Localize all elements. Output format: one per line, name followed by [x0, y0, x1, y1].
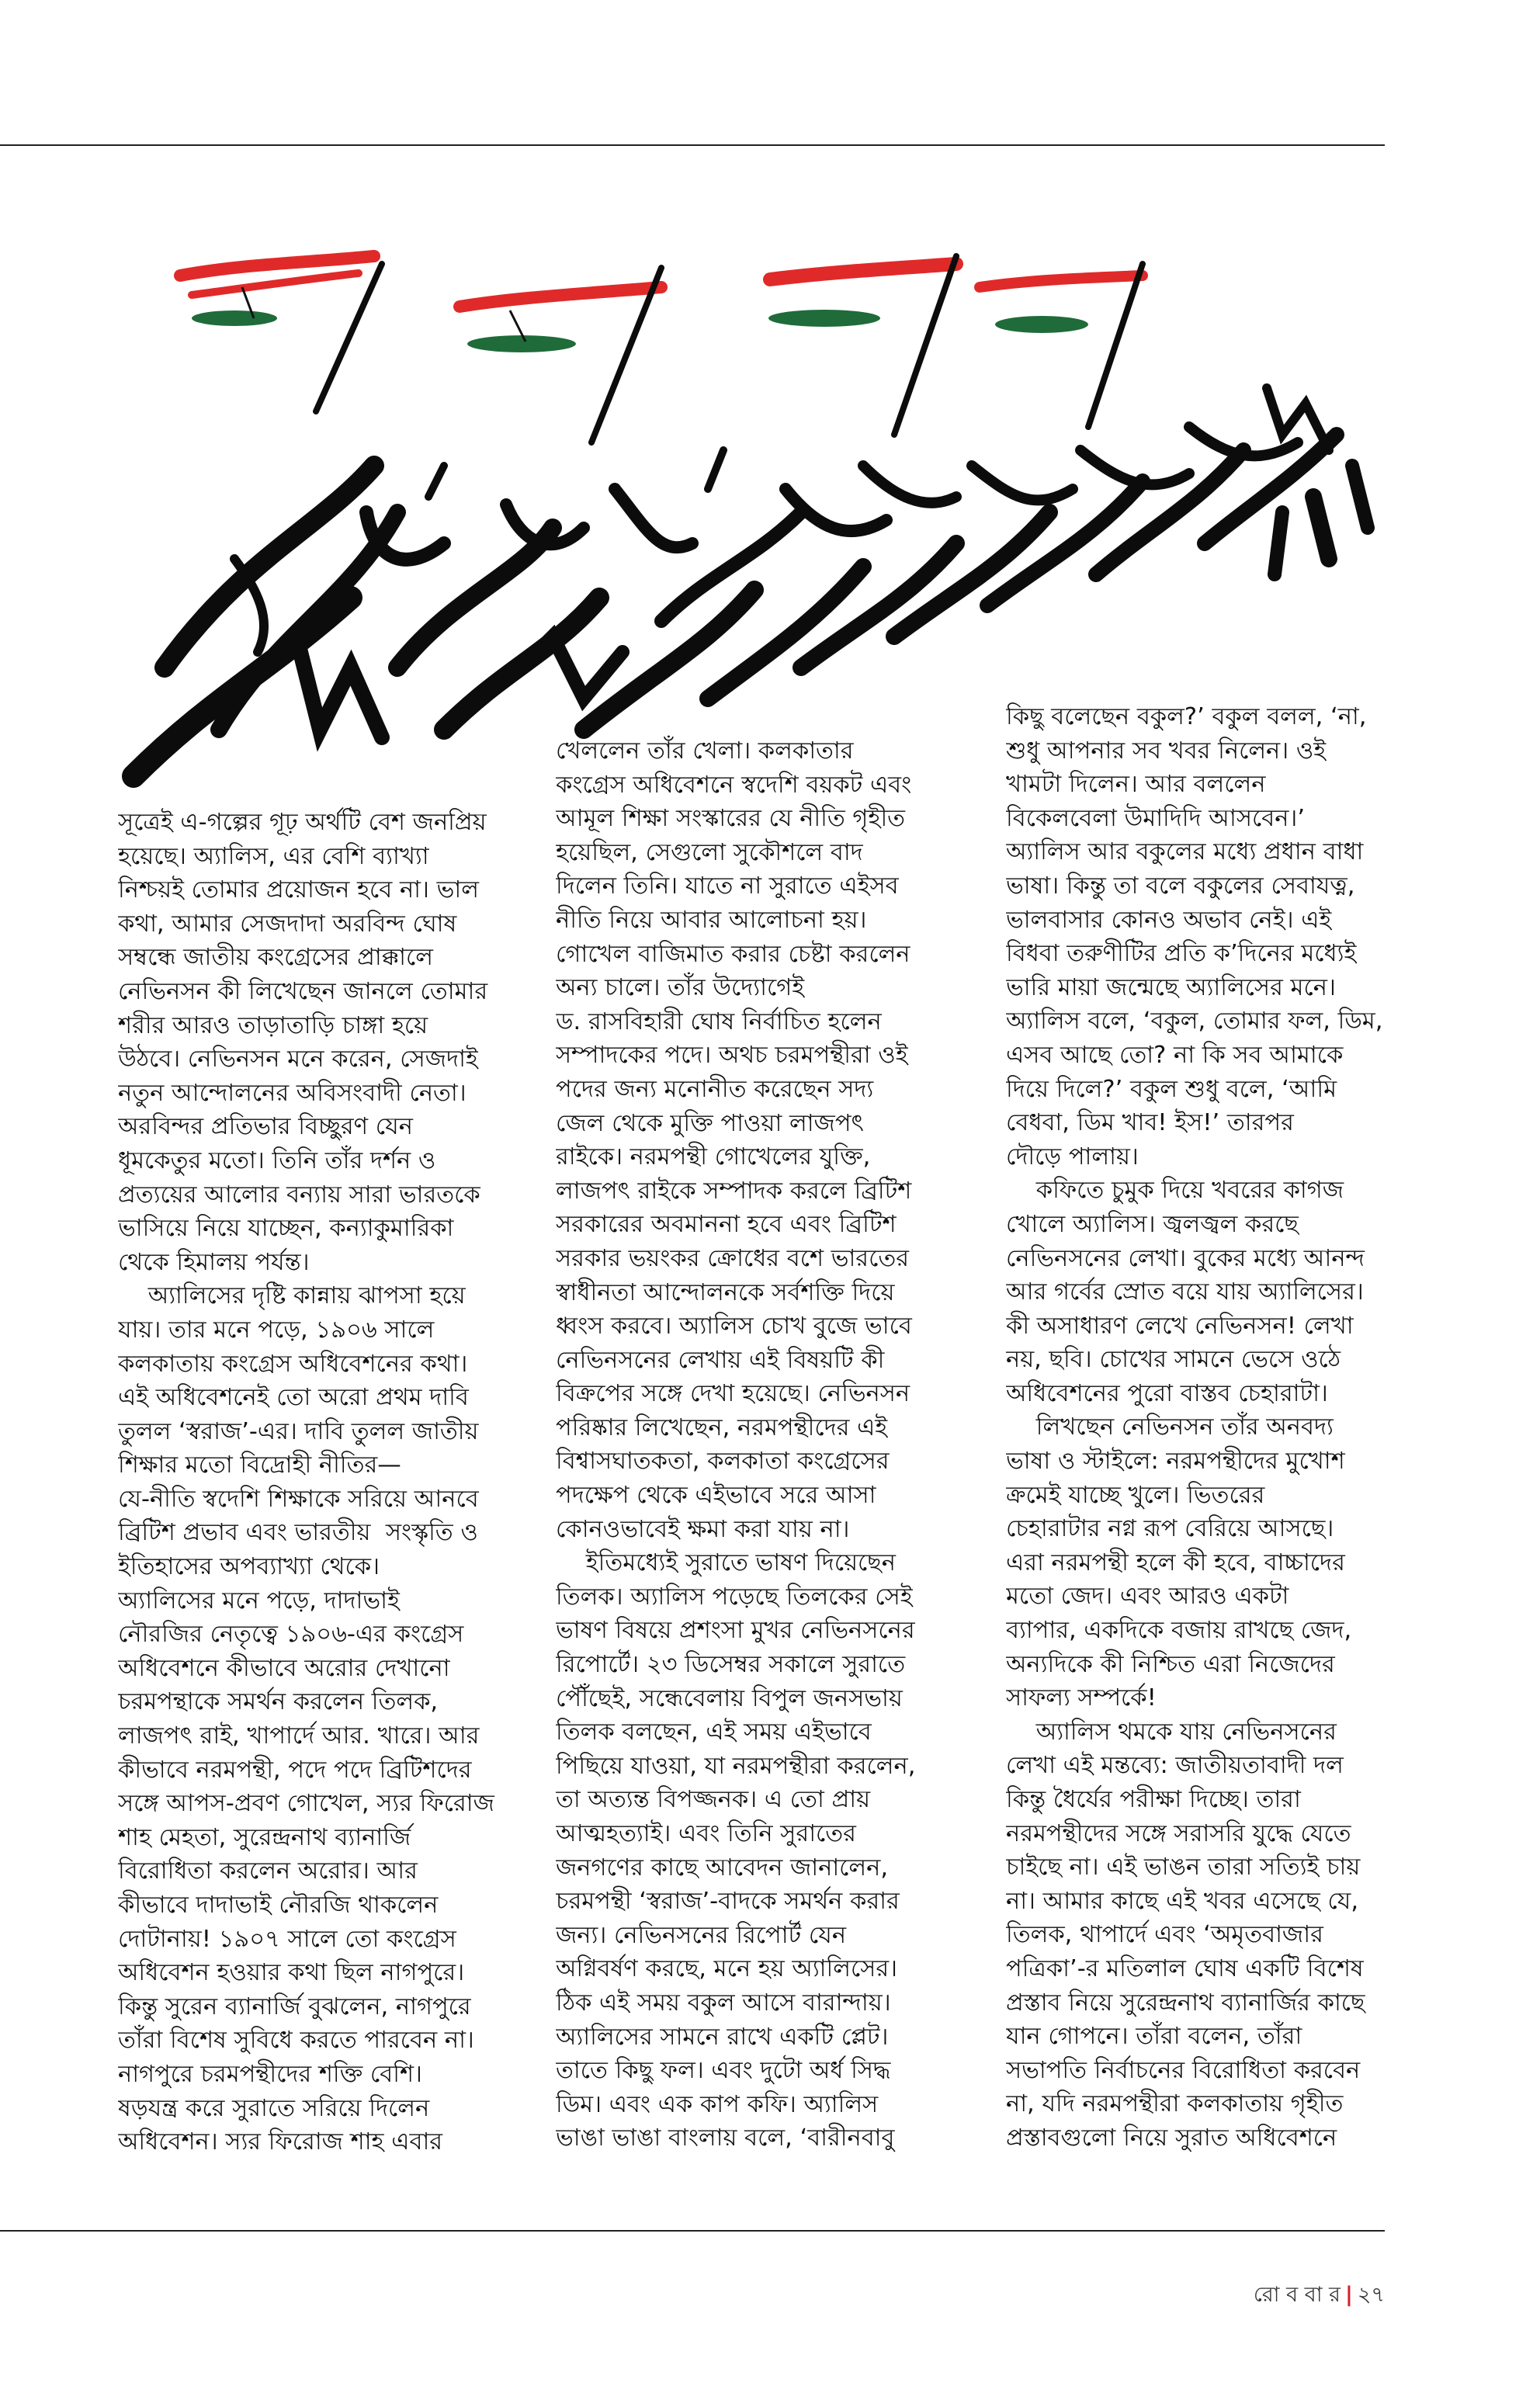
text-line: কিছু বলেছেন বকুল?’ বকুল বলল, ‘না, [1006, 703, 1367, 730]
text-line: ভালবাসার কোনও অভাব নেই। এই [1006, 906, 1332, 934]
text-line: নীতি নিয়ে আবার আলোচনা হয়। [556, 906, 867, 934]
text-line: অন্যদিকে কী নিশ্চিত এরা নিজেদের [1006, 1650, 1335, 1678]
text-line: এসব আছে তো? না কি সব আমাকে [1006, 1041, 1344, 1069]
text-line: রিপোর্টে। ২৩ ডিসেম্বর সকালে সুরাতে [556, 1651, 906, 1679]
text-line: অধিবেশনে কীভাবে অরোর দেখানো [118, 1654, 450, 1682]
text-line: দিয়ে দিলে?’ বকুল শুধু বলে, ‘আমি [1006, 1075, 1337, 1103]
text-line: কথা, আমার সেজদাদা অরবিন্দ ঘোষ [118, 910, 457, 938]
text-line: শরীর আরও তাড়াতাড়ি চাঙ্গা হয়ে [118, 1011, 428, 1039]
text-line: অধিবেশন। স্যর ফিরোজ শাহ এবার [118, 2128, 443, 2156]
text-line: কংগ্রেস অধিবেশনে স্বদেশি বয়কট এবং [556, 771, 912, 799]
text-line: সম্বন্ধে জাতীয় কংগ্রেসের প্রাক্কালে [118, 944, 433, 972]
text-column-3 [1006, 700, 1441, 2155]
text-line: উঠবে। নেভিনসন মনে করেন, সেজদাই [118, 1046, 478, 1073]
text-line: অ্যালিস বলে, ‘বকুল, তোমার ফল, ডিম, [1006, 1007, 1383, 1035]
text-line: খেললেন তাঁর খেলা। কলকাতার [556, 737, 854, 765]
text-line: বিধবা তরুণীটির প্রতি ক’দিনের মধ্যেই [1006, 940, 1357, 968]
text-line: কী অসাধারণ লেখে নেভিনসন! লেখা [1006, 1312, 1354, 1340]
magazine-name: রো ব বা র [1253, 2283, 1341, 2307]
text-line: পৌঁছেই, সন্ধেবেলায় বিপুল জনসভায় [556, 1684, 903, 1712]
text-line: নেভিনসন কী লিখেছেন জানলে তোমার [118, 977, 488, 1005]
text-line: অ্যালিস আর বকুলের মধ্যে প্রধান বাধা [1006, 838, 1364, 866]
flag-icon [768, 256, 956, 435]
text-line: স্বাধীনতা আন্দোলনকে সর্বশক্তি দিয়ে [556, 1278, 895, 1306]
text-line: লাজপৎ রাই, খাপার্দে আর. খারে। আর [118, 1722, 480, 1750]
text-line: লিখছেন নেভিনসন তাঁর অনবদ্য [1006, 1413, 1334, 1441]
text-line: চরমপন্থাকে সমর্থন করলেন তিলক, [118, 1688, 439, 1716]
text-line: তা অত্যন্ত বিপজ্জনক। এ তো প্রায় [556, 1786, 871, 1814]
text-line: বিক্রপের সঙ্গে দেখা হয়েছে। নেভিনসন [556, 1380, 910, 1408]
text-line: ভাষা ও স্টাইলে: নরমপন্থীদের মুখোশ [1006, 1448, 1345, 1476]
bottom-rule [0, 2230, 1385, 2232]
text-line: ব্যাপার, একদিকে বজায় রাখছে জেদ, [1006, 1617, 1352, 1645]
text-line: ধ্বংস করবে। অ্যালিস চোখ বুজে ভাবে [556, 1313, 912, 1340]
page-footer: রো ব বা র | ২৭ [1253, 2283, 1385, 2307]
text-line: শাহ মেহতা, সুরেন্দ্রনাথ ব্যানার্জি [118, 1823, 411, 1851]
text-line: প্রস্তাবগুলো নিয়ে সুরাত অধিবেশনে [1006, 2124, 1337, 2152]
text-line: তিলক বলছেন, এই সময় এইভাবে [556, 1718, 872, 1746]
text-line: হয়েছে। অ্যালিস, এর বেশি ব্যাখ্যা [118, 842, 429, 870]
text-line: পদক্ষেপ থেকে এইভাবে সরে আসা [556, 1482, 876, 1510]
text-line: কোনওভাবেই ক্ষমা করা যায় না। [556, 1515, 850, 1543]
text-line: নৌরজির নেতৃত্বে ১৯০৬-এর কংগ্রেস [118, 1621, 464, 1649]
text-line: না। আমার কাছে এই খবর এসেছে যে, [1006, 1887, 1359, 1915]
text-line: ব্রিটিশ প্রভাব এবং ভারতীয় সংস্কৃতি ও [118, 1519, 478, 1547]
text-line: নতুন আন্দোলনের অবিসংবাদী নেতা। [118, 1079, 467, 1107]
text-line: দোটানায়! ১৯০৭ সালে তো কংগ্রেস [118, 1925, 456, 1953]
text-line: রাইকে। নরমপন্থী গোখেলের যুক্তি, [556, 1143, 871, 1171]
text-column-1 [118, 806, 553, 2159]
text-line: শিক্ষার মতো বিদ্রোহী নীতির— [118, 1451, 401, 1479]
text-line: প্রস্তাব নিয়ে সুরেন্দ্রনাথ ব্যানার্জির কাছে [1006, 1989, 1365, 2017]
text-line: ভাষণ বিষয়ে প্রশংসা মুখর নেভিনসনের [556, 1617, 915, 1645]
text-line: খোলে অ্যালিস। জ্বলজ্বল করছে [1006, 1210, 1299, 1238]
text-line: আর গর্বের স্রোত বয়ে যায় অ্যালিসের। [1006, 1278, 1364, 1306]
text-line: নেভিনসনের লেখা। বুকের মধ্যে আনন্দ [1006, 1244, 1365, 1272]
text-line: চাইছে না। এই ভাঙন তারা সত্যিই চায় [1006, 1854, 1361, 1881]
text-line: অ্যালিসের সামনে রাখে একটি প্লেট। [556, 2023, 889, 2051]
text-line: প্রত্যয়ের আলোর বন্যায় সারা ভারতকে [118, 1181, 480, 1209]
text-line: মতো জেদ। এবং আরও একটা [1006, 1583, 1289, 1611]
text-line: ষড়যন্ত্র করে সুরাতে সরিয়ে দিলেন [118, 2094, 430, 2122]
page-number: ২৭ [1357, 2283, 1385, 2307]
text-line: অগ্নিবর্ষণ করছে, মনে হয় অ্যালিসের। [556, 1955, 898, 1983]
text-line: নরমপন্থীদের সঙ্গে সরাসরি যুদ্ধে যেতে [1006, 1819, 1351, 1847]
text-line: বেধবা, ডিম খাব! ইস!’ তারপর [1006, 1109, 1294, 1137]
text-line: এরা নরমপন্থী হলে কী হবে, বাচ্চাদের [1006, 1549, 1345, 1576]
text-line: কিন্তু সুরেন ব্যানার্জি বুঝলেন, নাগপুরে [118, 1992, 471, 2020]
text-line: সরকার ভয়ংকর ক্রোধের বশে ভারতের [556, 1244, 909, 1272]
text-line: বিরোধিতা করলেন অরোর। আর [118, 1857, 418, 1885]
text-line: ভাসিয়ে নিয়ে যাচ্ছেন, কন্যাকুমারিকা [118, 1215, 454, 1243]
text-line: ডিম। এবং এক কাপ কফি। অ্যালিস [556, 2090, 879, 2118]
text-line: নেভিনসনের লেখায় এই বিষয়টি কী [556, 1346, 885, 1374]
text-line: আমূল শিক্ষা সংস্কারের যে নীতি গৃহীত [556, 805, 906, 833]
text-line: চরমপন্থী ‘স্বরাজ’-বাদকে সমর্থন করার [556, 1888, 900, 1916]
text-line: অরবিন্দর প্রতিভার বিচ্ছুরণ যেন [118, 1113, 413, 1141]
text-line: নিশ্চয়ই তোমার প্রয়োজন হবে না। ভাল [118, 876, 479, 904]
text-line: সভাপতি নির্বাচনের বিরোধিতা করবেন [1006, 2056, 1361, 2084]
text-line: ভাষা। কিন্তু তা বলে বকুলের সেবাযত্ন, [1006, 872, 1355, 900]
text-line: যান গোপনে। তাঁরা বলেন, তাঁরা [1006, 2023, 1302, 2051]
text-line: যায়। তার মনে পড়ে, ১৯০৬ সালে [118, 1316, 435, 1344]
text-line: পিছিয়ে যাওয়া, যা নরমপন্থীরা করলেন, [556, 1752, 916, 1780]
text-line: ড. রাসবিহারী ঘোষ নির্বাচিত হলেন [556, 1007, 882, 1035]
text-line: তিলক। অ্যালিস পড়েছে তিলকের সেই [556, 1583, 913, 1611]
text-line: অ্যালিসের মনে পড়ে, দাদাভাই [118, 1587, 400, 1614]
text-line: পরিষ্কার লিখেছেন, নরমপন্থীদের এই [556, 1413, 888, 1441]
text-line: অধিবেশনের পুরো বাস্তব চেহারাটা। [1006, 1379, 1328, 1407]
text-line: গোখেল বাজিমাত করার চেষ্টা করলেন [556, 940, 910, 968]
text-line: সরকারের অবমাননা হবে এবং ব্রিটিশ [556, 1211, 897, 1239]
text-column-2 [556, 734, 990, 2155]
text-line: হয়েছিল, সেগুলো সুকৌশলে বাদ [556, 838, 863, 866]
text-line: লাজপৎ রাইকে সম্পাদক করলে ব্রিটিশ [556, 1177, 912, 1205]
top-rule [0, 144, 1385, 146]
text-line: সাফল্য সম্পর্কে! [1006, 1684, 1157, 1712]
text-line: পদের জন্য মনোনীত করেছেন সদ্য [556, 1075, 874, 1103]
text-line: বিকেলবেলা উমাদিদি আসবেন।’ [1006, 804, 1306, 832]
text-line: সঙ্গে আপস-প্রবণ গোখেল, স্যর ফিরোজ [118, 1790, 494, 1818]
flag-icon [460, 268, 661, 442]
text-line: দৌড়ে পালায়। [1006, 1143, 1139, 1170]
text-line: জন্য। নেভিনসনের রিপোর্ট যেন [556, 1921, 847, 1949]
text-line: অ্যালিস থমকে যায় নেভিনসনের [1006, 1718, 1337, 1746]
flag-icon [980, 264, 1143, 427]
text-line: যে-নীতি স্বদেশি শিক্ষাকে সরিয়ে আনবে [118, 1485, 479, 1513]
text-line: লেখা এই মন্তব্যে: জাতীয়তাবাদী দল [1006, 1752, 1344, 1780]
text-line: শুধু আপনার সব খবর নিলেন। ওই [1006, 737, 1327, 765]
text-line: তাঁরা বিশেষ সুবিধে করতে পারবেন না। [118, 2027, 474, 2055]
text-line: কীভাবে দাদাভাই নৌরজি থাকলেন [118, 1892, 439, 1919]
text-line: অ্যালিসের দৃষ্টি কান্নায় ঝাপসা হয়ে [118, 1282, 466, 1310]
text-line: কিন্তু ধৈর্যের পরীক্ষা দিচ্ছে। তারা [1006, 1786, 1301, 1813]
text-line: আত্মহত্যাই। এবং তিনি সুরাতের [556, 1820, 856, 1847]
text-line: অন্য চালে। তাঁর উদ্যোগেই [556, 974, 805, 1002]
text-line: তিলক, থাপার্দে এবং ‘অমৃতবাজার [1006, 1921, 1323, 1949]
text-line: সম্পাদকের পদে। অথচ চরমপন্থীরা ওই [556, 1042, 908, 1070]
text-line: কীভাবে নরমপন্থী, পদে পদে ব্রিটিশদের [118, 1756, 472, 1784]
text-line: ভাঙা ভাঙা বাংলায় বলে, ‘বারীনবাবু [556, 2124, 895, 2152]
text-line: না, যদি নরমপন্থীরা কলকাতায় গৃহীত [1006, 2090, 1344, 2118]
text-line: কলকাতায় কংগ্রেস অধিবেশনের কথা। [118, 1350, 468, 1378]
text-line: ক্রমেই যাচ্ছে খুলে। ভিতরের [1006, 1481, 1265, 1509]
text-line: জেল থেকে মুক্তি পাওয়া লাজপৎ [556, 1109, 864, 1137]
text-line: বিশ্বাসঘাতকতা, কলকাতা কংগ্রেসের [556, 1448, 890, 1476]
text-line: খামটা দিলেন। আর বললেন [1006, 771, 1266, 799]
text-line: থেকে হিমালয় পর্যন্ত। [118, 1248, 310, 1276]
text-line: ঠিক এই সময় বকুল আসে বারান্দায়। [556, 1989, 891, 2017]
text-line: পত্রিকা’-র মতিলাল ঘোষ একটি বিশেষ [1006, 1954, 1364, 1982]
text-line: কফিতে চুমুক দিয়ে খবরের কাগজ [1006, 1177, 1344, 1205]
text-line: তুলল ‘স্বরাজ’-এর। দাবি তুলল জাতীয় [118, 1417, 479, 1445]
text-line: জনগণের কাছে আবেদন জানালেন, [556, 1854, 889, 1881]
text-line: নাগপুরে চরমপন্থীদের শক্তি বেশি। [118, 2060, 422, 2088]
flag-icon [180, 256, 382, 411]
text-line: তাতে কিছু ফল। এবং দুটো অর্ধ সিদ্ধ [556, 2057, 891, 2085]
text-line: চেহারাটার নগ্ন রূপ বেরিয়ে আসছে। [1006, 1515, 1334, 1543]
text-line: নয়, ছবি। চোখের সামনে ভেসে ওঠে [1006, 1346, 1341, 1374]
text-line: অধিবেশন হওয়ার কথা ছিল নাগপুরে। [118, 1959, 465, 1987]
text-line: ভারি মায়া জন্মেছে অ্যালিসের মনে। [1006, 973, 1336, 1001]
text-line: দিলেন তিনি। যাতে না সুরাতে এইসব [556, 872, 899, 900]
text-line: এই অধিবেশনেই তো অরো প্রথম দাবি [118, 1384, 469, 1412]
text-line: সূত্রেই এ-গল্পের গূঢ় অর্থটি বেশ জনপ্রিয় [118, 809, 487, 836]
text-line: ইতিমধ্যেই সুরাতে ভাষণ দিয়েছেন [556, 1549, 896, 1577]
text-line: ইতিহাসের অপব্যাখ্যা থেকে। [118, 1553, 380, 1581]
text-line: ধূমকেতুর মতো। তিনি তাঁর দর্শন ও [118, 1146, 436, 1174]
